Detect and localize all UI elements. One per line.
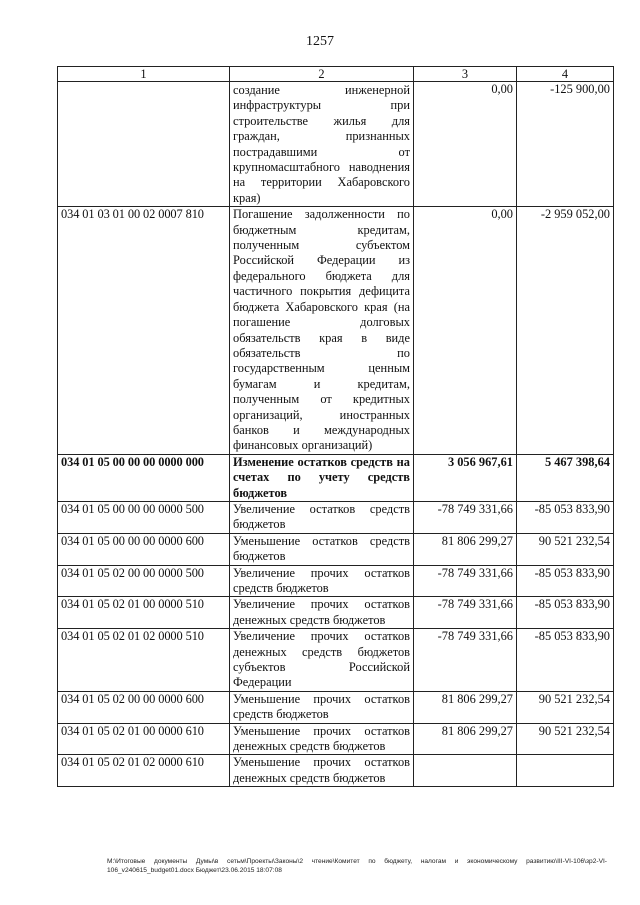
row-value-col4: -125 900,00 bbox=[517, 82, 614, 207]
row-code bbox=[58, 82, 230, 207]
table-row bbox=[58, 691, 614, 723]
row-description: Увеличение прочих остатков денежных средств бюджетов bbox=[230, 597, 414, 629]
row-description: Уменьшение прочих остатков денежных средств бюджетов bbox=[230, 755, 414, 787]
row-value-col3: -78 749 331,66 bbox=[414, 501, 517, 533]
row-value-col4: -85 053 833,90 bbox=[517, 501, 614, 533]
table-row bbox=[58, 565, 614, 597]
row-value-col4: -85 053 833,90 bbox=[517, 565, 614, 597]
row-code: 034 01 05 02 00 00 0000 600 bbox=[58, 691, 230, 723]
row-description: Уменьшение прочих остатков средств бюджетов bbox=[230, 691, 414, 723]
document-file-path-footer: M:\Итоговые документы Думы\в сетьм\Проекты\Законы\2 чтение\Комитет по бюджету, налогам и экономическому развитию\III-VI-106\зр2-VI-106_v240615_budget01.docx Бюджет\23.06.2015 18:07:08 bbox=[107, 858, 607, 874]
row-description: Уменьшение остатков средств бюджетов bbox=[230, 533, 414, 565]
row-value-col4: 90 521 232,54 bbox=[517, 691, 614, 723]
row-value-col3: -78 749 331,66 bbox=[414, 597, 517, 629]
table-row bbox=[58, 723, 614, 755]
row-code: 034 01 05 00 00 00 0000 000 bbox=[58, 454, 230, 501]
row-value-col4: 5 467 398,64 bbox=[517, 454, 614, 501]
row-value-col3: 3 056 967,61 bbox=[414, 454, 517, 501]
table-header-row bbox=[58, 67, 614, 82]
table-body bbox=[58, 82, 614, 787]
column-header-2: 2 bbox=[230, 67, 414, 82]
row-description: создание инженерной инфраструктуры при строительстве жилья для граждан, признанных пострадавшими от крупномасштабного наводнения на территории Хабаровского края) bbox=[230, 82, 414, 207]
row-description: Увеличение остатков средств бюджетов bbox=[230, 501, 414, 533]
row-value-col3: -78 749 331,66 bbox=[414, 565, 517, 597]
row-value-col4 bbox=[517, 755, 614, 787]
budget-sources-table bbox=[57, 66, 614, 787]
row-code: 034 01 05 02 01 00 0000 510 bbox=[58, 597, 230, 629]
row-value-col3: 81 806 299,27 bbox=[414, 723, 517, 755]
table-row bbox=[58, 207, 614, 455]
row-description: Изменение остатков средств на счетах по учету средств бюджетов bbox=[230, 454, 414, 501]
table-row bbox=[58, 533, 614, 565]
row-value-col4: -2 959 052,00 bbox=[517, 207, 614, 455]
row-code: 034 01 05 00 00 00 0000 500 bbox=[58, 501, 230, 533]
row-value-col3: 81 806 299,27 bbox=[414, 533, 517, 565]
row-description: Уменьшение прочих остатков денежных средств бюджетов bbox=[230, 723, 414, 755]
row-description: Увеличение прочих остатков денежных средств бюджетов субъектов Российской Федерации bbox=[230, 629, 414, 692]
table-row bbox=[58, 755, 614, 787]
row-value-col3: 0,00 bbox=[414, 207, 517, 455]
table-row bbox=[58, 454, 614, 501]
column-header-1: 1 bbox=[58, 67, 230, 82]
table-row bbox=[58, 597, 614, 629]
row-description: Увеличение прочих остатков средств бюджетов bbox=[230, 565, 414, 597]
row-code: 034 01 05 00 00 00 0000 600 bbox=[58, 533, 230, 565]
row-value-col4: 90 521 232,54 bbox=[517, 533, 614, 565]
row-value-col3: 0,00 bbox=[414, 82, 517, 207]
row-value-col3: 81 806 299,27 bbox=[414, 691, 517, 723]
page-number: 1257 bbox=[306, 34, 334, 49]
table-row bbox=[58, 501, 614, 533]
row-value-col3 bbox=[414, 755, 517, 787]
table-row bbox=[58, 82, 614, 207]
row-value-col3: -78 749 331,66 bbox=[414, 629, 517, 692]
row-code: 034 01 05 02 01 02 0000 510 bbox=[58, 629, 230, 692]
row-value-col4: -85 053 833,90 bbox=[517, 629, 614, 692]
row-code: 034 01 03 01 00 02 0007 810 bbox=[58, 207, 230, 455]
row-value-col4: 90 521 232,54 bbox=[517, 723, 614, 755]
row-code: 034 01 05 02 01 00 0000 610 bbox=[58, 723, 230, 755]
row-code: 034 01 05 02 00 00 0000 500 bbox=[58, 565, 230, 597]
row-code: 034 01 05 02 01 02 0000 610 bbox=[58, 755, 230, 787]
column-header-4: 4 bbox=[517, 67, 614, 82]
row-description: Погашение задолженности по бюджетным кредитам, полученным субъектом Российской Федерации из федерального бюджета для частичного покрытия дефицита бюджета Хабаровского края (на погашение долговых обязательств края в виде обязательств по государственным ценным бумагам и кредитам, полученным от кредитных организаций, иностранных банков и международных финансовых организаций) bbox=[230, 207, 414, 455]
column-header-3: 3 bbox=[414, 67, 517, 82]
row-value-col4: -85 053 833,90 bbox=[517, 597, 614, 629]
table-row bbox=[58, 629, 614, 692]
